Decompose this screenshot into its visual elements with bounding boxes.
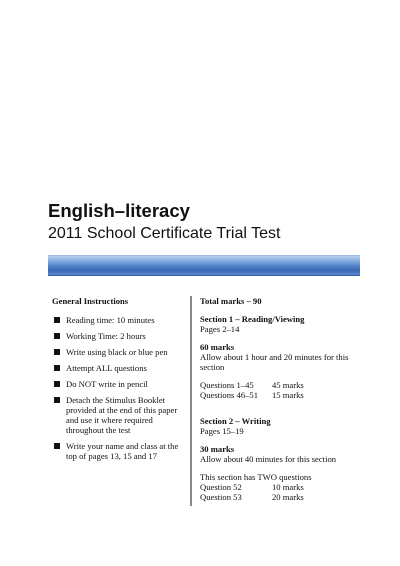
section1-marks: 60 marks: [200, 342, 235, 352]
question-range: Questions 46–51: [200, 390, 259, 400]
instruction-text: Write your name and class at the top of pages 13, 15 and 17: [66, 441, 179, 461]
instructions-heading: General Instructions: [52, 296, 129, 306]
list-item: [52, 441, 184, 461]
total-marks: Total marks – 90: [200, 296, 262, 306]
square-bullet-icon: [54, 317, 60, 323]
square-bullet-icon: [54, 381, 60, 387]
list-item: [52, 315, 184, 325]
list-item: [52, 395, 184, 435]
table-row: [200, 482, 360, 492]
instruction-text: Reading time: 10 minutes: [66, 315, 155, 325]
section1-time: Allow about 1 hour and 20 minutes for this section: [200, 352, 349, 372]
general-instructions: [52, 296, 184, 467]
question-marks: 20 marks: [272, 492, 304, 502]
list-item: [52, 331, 184, 341]
question-number: Question 52: [200, 482, 242, 492]
question-range: Questions 1–45: [200, 380, 254, 390]
column-divider: [190, 296, 192, 506]
square-bullet-icon: [54, 333, 60, 339]
question-marks: 15 marks: [272, 390, 304, 400]
question-marks: 10 marks: [272, 482, 304, 492]
question-marks: 45 marks: [272, 380, 304, 390]
table-row: [200, 390, 360, 400]
section2-note: This section has TWO questions: [200, 472, 312, 482]
square-bullet-icon: [54, 443, 60, 449]
marks-summary: [200, 296, 360, 502]
table-row: [200, 492, 360, 502]
section1-title: Section 1 – Reading/Viewing: [200, 314, 305, 324]
square-bullet-icon: [54, 349, 60, 355]
instruction-text: Attempt ALL questions: [66, 363, 147, 373]
list-item: [52, 379, 184, 389]
square-bullet-icon: [54, 397, 60, 403]
document-title: English–literacy: [48, 200, 190, 221]
instruction-text: Write using black or blue pen: [66, 347, 168, 357]
instruction-text: Working Time: 2 hours: [66, 331, 146, 341]
section2-title: Section 2 – Writing: [200, 416, 271, 426]
instruction-text: Detach the Stimulus Booklet provided at the end of this paper and use it where required throughout the test: [66, 395, 178, 435]
section2-pages: Pages 15–19: [200, 426, 244, 436]
list-item: [52, 347, 184, 357]
section2-time: Allow about 40 minutes for this section: [200, 454, 337, 464]
list-item: [52, 363, 184, 373]
question-number: Question 53: [200, 492, 242, 502]
instructions-list: [52, 315, 184, 461]
table-row: [200, 380, 360, 390]
square-bullet-icon: [54, 365, 60, 371]
title-banner: [48, 255, 360, 276]
section1-pages: Pages 2–14: [200, 324, 240, 334]
document-subtitle: 2011 School Certificate Trial Test: [48, 225, 281, 242]
instruction-text: Do NOT write in pencil: [66, 379, 148, 389]
section2-marks: 30 marks: [200, 444, 235, 454]
